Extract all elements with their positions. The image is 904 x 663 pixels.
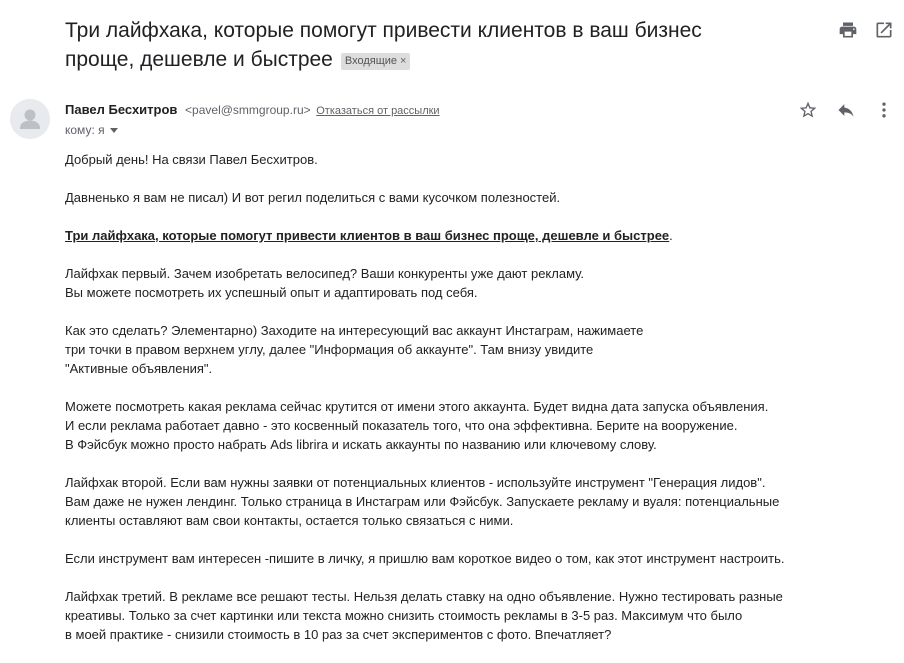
body-paragraph-how-to: Как это сделать? Элементарно) Заходите на интересующий вас аккаунт Инстаграм, нажимаете три точки в правом верхнем углу, далее "Информация об аккаунте". Там внизу увидите "Активные объявления". — [65, 323, 644, 376]
body-paragraph-hack-three: Лайфхак третий. В рекламе все решают тесты. Нельзя делать ставку на одно объявление. Нужно тестировать разные креативы. Только за счет картинки или текста можно снизить стоимость рекламы в 3-5 раз. Максимум что было в моей практике - снизили стоимость в 10 раз за счет экспериментов с фото. Впечатляет? — [65, 589, 783, 642]
body-headline: Три лайфхака, которые помогут привести клиентов в ваш бизнес проще, дешевле и быстрее — [65, 228, 670, 243]
body-headline-paragraph — [65, 226, 825, 245]
print-icon[interactable] — [838, 20, 858, 40]
sender-email: <pavel@smmgroup.ru> — [185, 103, 311, 117]
email-subject — [65, 16, 765, 74]
email-body — [65, 150, 825, 663]
sender-line — [65, 102, 440, 119]
body-paragraph-contact: Если инструмент вам интересен -пишите в личку, я пришлю вам короткое видео о том, как этот инструмент настроить. — [65, 551, 785, 566]
recipient-details-toggle[interactable] — [65, 123, 118, 137]
body-paragraph-intro: Давненько я вам не писал) И вот регил поделиться с вами кусочком полезностей. — [65, 190, 561, 205]
email-subject-text: Три лайфхака, которые помогут привести клиентов в ваш бизнес проще, дешевле и быстрее — [65, 19, 702, 71]
body-paragraph-hack-two: Лайфхак второй. Если вам нужны заявки от потенциальных клиентов - используйте инструмент "Генерация лидов". Вам даже не нужен лендинг. Только страница в Инстаграм или Фэйсбук. Запускаете рекламу и вуаля: потенциальные клиенты оставляют вам свои контакты, остается только связаться с ними. — [65, 475, 780, 528]
reply-icon[interactable] — [836, 100, 856, 120]
sender-avatar[interactable] — [10, 99, 50, 139]
body-headline-period: . — [669, 228, 673, 243]
chevron-down-icon[interactable] — [110, 128, 118, 133]
body-paragraph-ads-library: Можете посмотреть какая реклама сейчас крутится от имени этого аккаунта. Будет видна дата запуска объявления. И если реклама работает давно - это косвенный показатель того, что она эффективна. Берите на вооружение. В Фэйсбук можно просто набрать Ads librira и искать аккаунты по названию или ключевому слову. — [65, 399, 769, 452]
remove-label-icon[interactable]: × — [400, 55, 407, 67]
inbox-label-chip[interactable] — [341, 53, 411, 70]
open-in-new-window-icon[interactable] — [874, 20, 894, 40]
body-paragraph-hack-one: Лайфхак первый. Зачем изобретать велосипед? Ваши конкуренты уже дают рекламу. Вы можете посмотреть их успешный опыт и адаптировать под себя. — [65, 266, 584, 300]
sender-name[interactable]: Павел Бесхитров — [65, 102, 178, 117]
message-actions — [798, 100, 894, 120]
more-vert-icon[interactable] — [874, 100, 894, 120]
default-person-icon — [10, 99, 50, 139]
inbox-label-text: Входящие — [344, 55, 398, 67]
unsubscribe-link[interactable]: Отказаться от рассылки — [316, 105, 440, 117]
recipient-text: кому: я — [65, 123, 105, 137]
star-icon[interactable] — [798, 100, 818, 120]
email-subject-block — [65, 16, 765, 74]
body-paragraph-greeting: Добрый день! На связи Павел Бесхитров. — [65, 152, 318, 167]
thread-actions — [838, 20, 894, 40]
